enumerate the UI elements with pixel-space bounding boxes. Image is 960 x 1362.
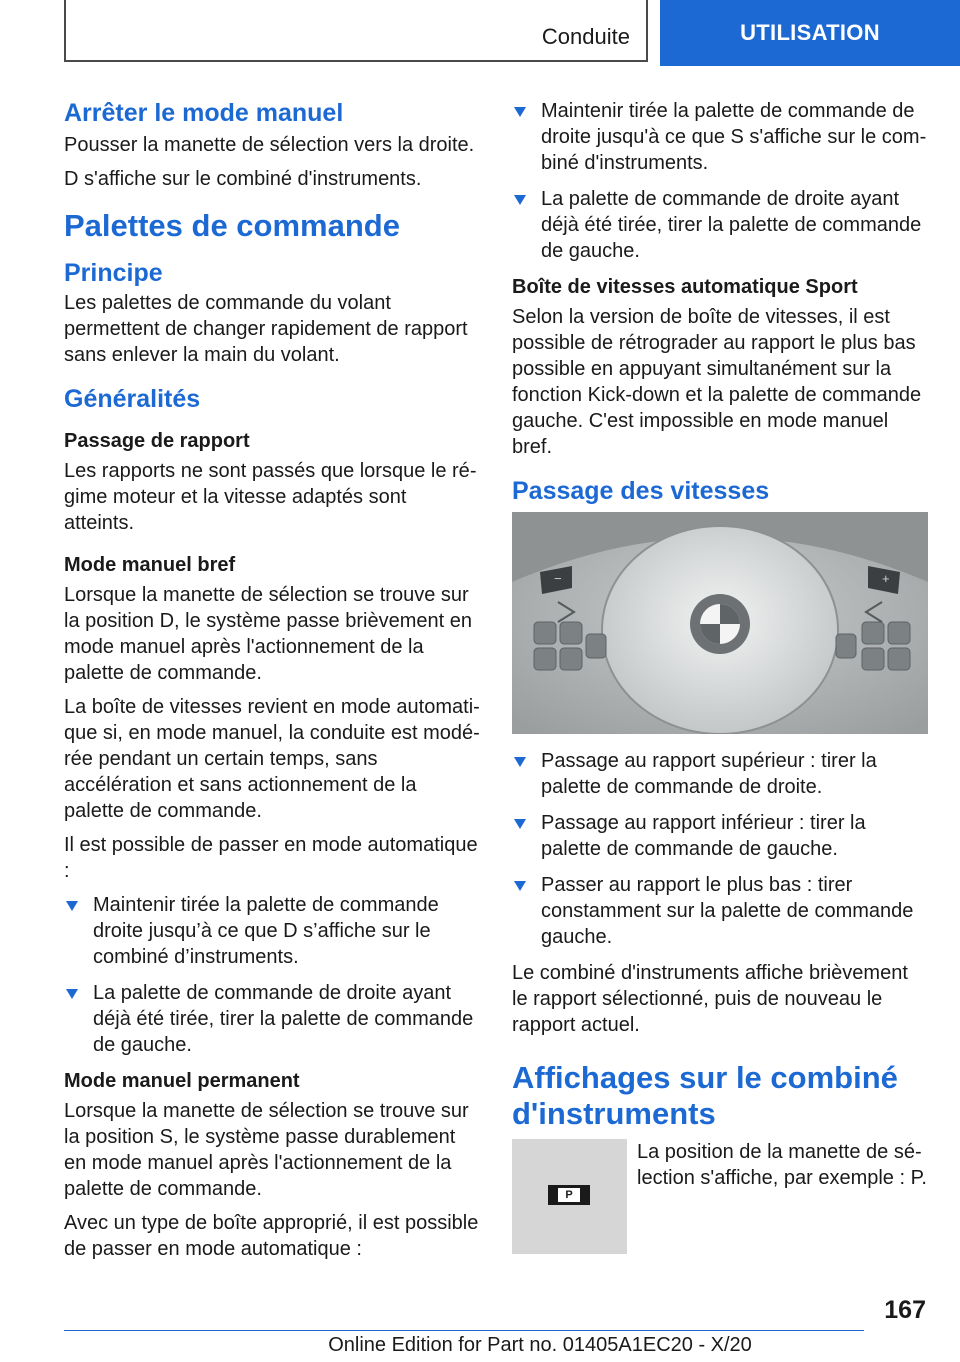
bullet-list-permanent bbox=[512, 98, 928, 264]
list-item: Passer au rapport le plus bas : tirer constamment sur la palette de commande gauche. bbox=[512, 872, 928, 950]
list-item: La palette de commande de droite ayant déjà été tirée, tirer la palette de commande de gauche. bbox=[64, 980, 480, 1058]
list-item: Passage au rapport inférieur : tirer la palette de commande de gauche. bbox=[512, 810, 928, 862]
heading-principe: Principe bbox=[64, 258, 163, 287]
triangle-down-icon bbox=[66, 989, 78, 999]
list-item: Maintenir tirée la palette de commande de droite jusqu'à ce que S s'affiche sur le combiné d'instruments. bbox=[512, 98, 928, 176]
paragraph: Lorsque la manette de sélection se trouve sur la position D, le système passe brièvement en mode manuel après l'actionnement de la palette de commande. bbox=[64, 583, 472, 684]
paragraph: Les palettes de commande du volant permettent de changer rapidement de rapport sans enlever la main du volant. bbox=[64, 291, 468, 366]
paragraph: Selon la version de boîte de vitesses, il est possible de rétrograder au rapport le plus bas possible en appuyant simultanément sur la fonction Kick-down et la palette de commande gauche. C'est impossible en mode manuel bref. bbox=[512, 306, 922, 458]
triangle-down-icon bbox=[514, 107, 526, 117]
triangle-down-icon bbox=[514, 819, 526, 829]
heading-stop-manual: Arrêter le mode manuel bbox=[64, 99, 344, 127]
heading-passage-vitesses: Passage des vitesses bbox=[512, 477, 770, 505]
paragraph: Pousser la manette de sélection vers la droite. bbox=[64, 134, 475, 156]
heading-mode-permanent: Mode manuel permanent bbox=[64, 1069, 300, 1092]
heading-affichages: Affichages sur le combiné d'instruments bbox=[512, 1060, 898, 1131]
steering-wheel-image bbox=[512, 512, 928, 734]
paragraph: Lorsque la manette de sélection se trouve sur la position S, le système passe durablement en mode manuel après l'actionnement de la palette de commande. bbox=[64, 1099, 469, 1200]
paragraph: Avec un type de boîte approprié, il est possible de passer en mode automatique : bbox=[64, 1211, 479, 1260]
page-header bbox=[0, 0, 960, 66]
gear-display-image bbox=[512, 1139, 627, 1254]
header-chapter-tab: UTILISATION bbox=[660, 0, 960, 66]
list-item: Maintenir tirée la palette de commande droite jusqu’à ce que D s’affiche sur le combiné d’instruments. bbox=[64, 892, 480, 970]
heading-generalites: Généralités bbox=[64, 384, 201, 413]
paragraph: Le combiné d'instruments affiche brièvement le rapport sélectionné, puis de nouveau le rapport actuel. bbox=[512, 962, 908, 1036]
triangle-down-icon bbox=[514, 881, 526, 891]
triangle-down-icon bbox=[66, 901, 78, 911]
list-item: La palette de commande de droite ayant déjà été tirée, tirer la palette de commande de gauche. bbox=[512, 186, 928, 264]
paragraph: La position de la manette de sélection s'affiche, par exemple : P. bbox=[637, 1141, 927, 1190]
triangle-down-icon bbox=[514, 195, 526, 205]
paragraph: Les rapports ne sont passés que lorsque le régime moteur et la vitesse adaptés sont atteints. bbox=[64, 459, 477, 534]
plus-label: + bbox=[882, 571, 890, 586]
bullet-list-vitesses bbox=[512, 748, 928, 950]
gear-p-display-icon bbox=[548, 1185, 590, 1205]
paragraph: La boîte de vitesses revient en mode automatique si, en mode manuel, la conduite est modérée pendant un certain temps, sans accélération et sans actionnement de la palette de commande. bbox=[64, 695, 480, 822]
header-section-title: Conduite bbox=[541, 24, 630, 49]
heading-mode-bref: Mode manuel bref bbox=[64, 553, 236, 576]
bullet-list-bref bbox=[64, 892, 480, 1058]
gear-letter: P bbox=[558, 1188, 580, 1202]
header-section-box bbox=[64, 0, 648, 62]
triangle-down-icon bbox=[514, 757, 526, 767]
edition-footer: Online Edition for Part no. 01405A1EC20 - X/20 bbox=[328, 1334, 752, 1356]
list-item: Passage au rapport supérieur : tirer la palette de commande de droite. bbox=[512, 748, 928, 800]
heading-palettes: Palettes de commande bbox=[64, 208, 400, 243]
page-number: 167 bbox=[884, 1296, 926, 1324]
paragraph: D s'affiche sur le combiné d'instruments. bbox=[64, 168, 422, 190]
minus-label: − bbox=[554, 571, 562, 586]
heading-sport: Boîte de vitesses automatique Sport bbox=[512, 276, 858, 298]
paragraph: Il est possible de passer en mode automatique : bbox=[64, 833, 478, 882]
heading-passage-rapport: Passage de rapport bbox=[64, 429, 250, 452]
footer-divider bbox=[64, 1330, 864, 1331]
right-column bbox=[512, 98, 928, 1254]
display-example-block bbox=[512, 1139, 928, 1254]
left-column bbox=[64, 98, 480, 1270]
